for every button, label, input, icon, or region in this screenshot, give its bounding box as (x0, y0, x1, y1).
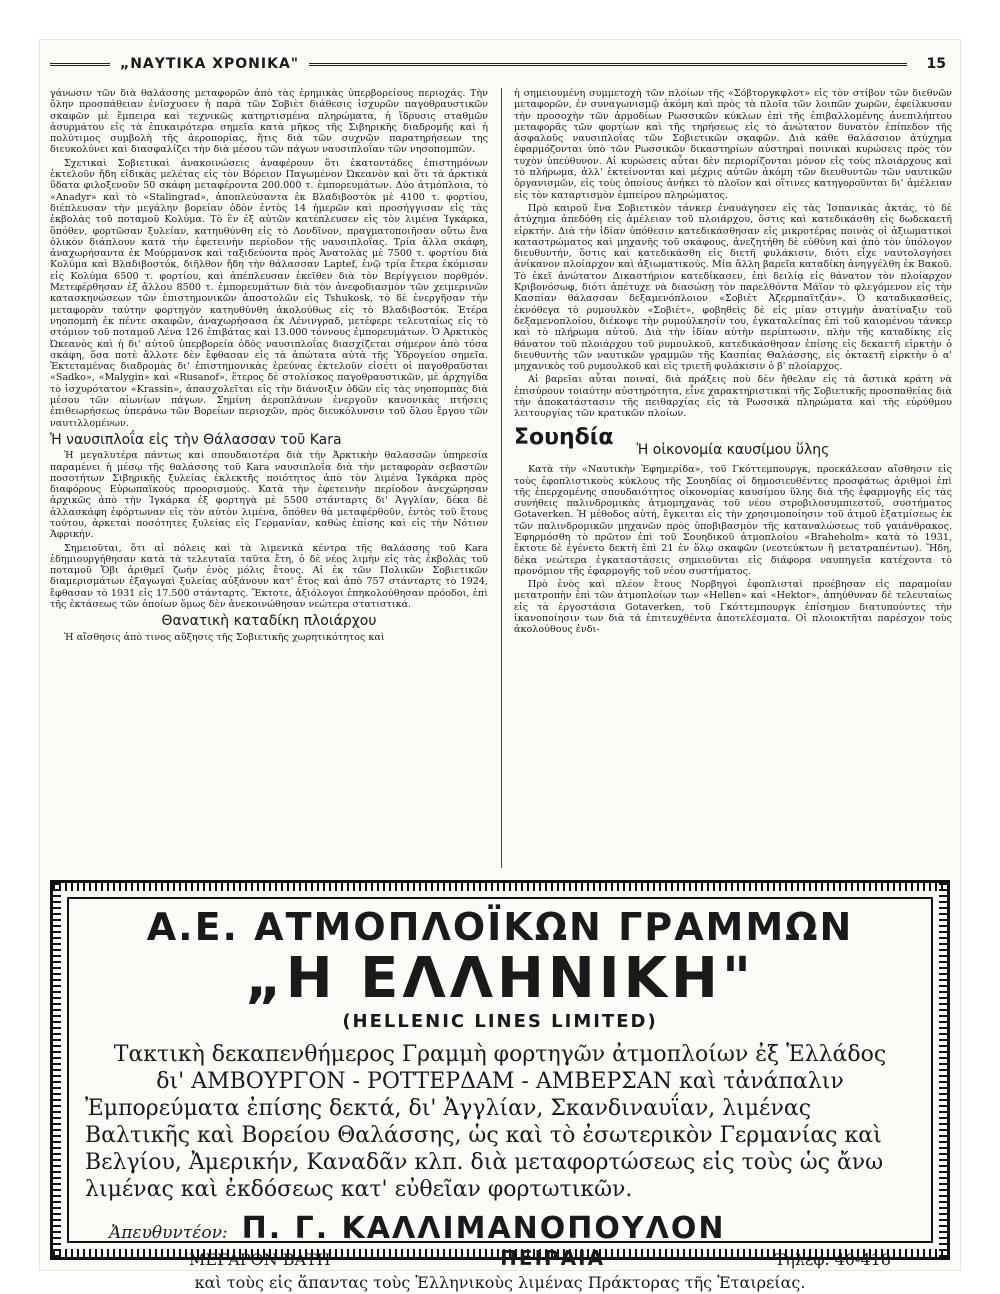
publication-title: „ΝΑΥΤΙΚΑ ΧΡΟΝΙΚΑ" (120, 56, 300, 72)
ad-english-name: (HELLENIC LINES LIMITED) (342, 1011, 658, 1032)
kara-heading: Ἡ ναυσιπλοΐα εἰς τὴν Θάλασσαν τοῦ Kara (50, 431, 342, 448)
hellenic-lines-advertisement (50, 880, 950, 1292)
ad-contact-row (69, 1211, 931, 1246)
ad-city: ΠΕΙΡΑΙΑ (500, 1246, 606, 1270)
advertisement-inner-frame (67, 897, 933, 1292)
ad-phone: Τηλεφ. 40-418 (774, 1250, 891, 1269)
header-rule-left (50, 63, 110, 66)
ad-agent-name: Π. Γ. ΚΑΛΛΙΜΑΝΟΠΟΥΛΟΝ (241, 1211, 726, 1246)
article-paragraph: Πρὸ ἑνὸς καὶ πλέον ἔτους Νορβηγοὶ ἐφοπλισταὶ προέβησαν εἰς παραμοίαν μετατροπὴν ἐπὶ τῶν ἀτμοπλοίων των «Hellen» καὶ «Hektor», ἀπηύθυναν δὲ τελευταίως εἰς τὰ ἐργοστάσια Gotaverken, τοῦ Γκόττεμπουργκ ἐπίσημον διατυπούντες τὴν ἱκανοποίησιν των διὰ τὰ ἐπιτευχθέντα ἀποτελέσματα. Οἱ πλοιοκτῆται παρέσχον τοὺς ἀκολούθους ἐνδι- (514, 579, 952, 636)
article-paragraph: Σημειοῦται, ὅτι αἱ πόλεις καὶ τὰ λιμενικὰ κέντρα τῆς θαλάσσης τοῦ Kara ἐδημιουργήθησαν κατὰ τὰ τελευταῖα ταῦτα ἔτη, ὁ δὲ νέος λιμὴν εἰς τὰς ἐκβολὰς τοῦ ποταμοῦ Ὄβι ἀριθμεῖ ζωὴν ἐνὸς μόλις ἔτους. Αἱ ἐκ τῶν Πολικῶν Σοβιετικῶν διαμερισμάτων ἐξαγωγαὶ ξυλείας αὐξάνουν κατ' ἔτος καὶ ἀπὸ 757 στάνταρτς τὸ 1924, ἔφθασαν τὸ 1931 εἰς 17.500 στάνταρτς. Ἔκτοτε, ἀξιόλογοι ἐπηκολούθησαν πρόοδοι, ἐπὶ τῆς ἐκτάσεως τῶν ὁποίων ὅμως δὲν ἀνεκοινώθησαν νεώτερα στατιστικά. (50, 542, 488, 611)
death-sentence-heading: Θανατικὴ καταδίκη πλοιάρχου (161, 613, 377, 630)
column-divider (501, 88, 502, 868)
running-header (50, 50, 950, 78)
sweden-heading: Σουηδία (514, 424, 614, 450)
ad-company-name: Α.Ε. ΑΤΜΟΠΛΟΪΚΩΝ ΓΡΑΜΜΩΝ (146, 905, 854, 949)
ad-footer: καὶ τοὺς εἰς ἅπαντας τοὺς Ἑλληνικοὺς λιμένας Πράκτορας τῆς Ἑταιρείας. (194, 1273, 806, 1292)
ad-brand-name: „Η ΕΛΛΗΝΙΚΗ" (244, 946, 756, 1011)
ad-service-line: Τακτικὴ δεκαπενθήμερος Γραμμὴ φορτηγῶν ἀτμοπλοίων ἐξ Ἑλλάδος (113, 1042, 887, 1067)
article-paragraph: γάνωσιν τῶν διὰ θαλάσσης μεταφορῶν ἀπὸ τὰς ἐρημικὰς ὑπερβορείους περιοχάς. Τὴν ὅλην προσπάθειαν ἐνίσχυσεν ἡ παρὰ τῶν Σοβιὲτ διάθεσις ἰσχυρῶν παγοθραυστικῶν σκαφῶν μὲ ἔμπειρα καὶ τεχνικῶς κατηρτισμένα πληρώματα, ἡ ἵδρυσις σταθμῶν ἀσυρμάτου εἰς τὰ ἐπικαιρότερα σημεῖα κατὰ μῆκος τῆς Σιβηρικῆς διαδρομῆς καὶ ἡ πολύτιμος συμβολὴ τῆς ἀεροπορίας, ἥτις διὰ τῶν συχνῶν παρατηρήσεων της διευκολύνει καὶ διασφαλίζει τὴν διὰ μέσου τῶν πάγων ναυσιπλοΐαν τῶν νησοπομπῶν. (50, 88, 488, 156)
fuel-economy-subheading: Ἡ οἰκονομία καυσίμου ὕλης (636, 441, 830, 458)
ad-building: ΜΕΓΑΡΟΝ ΒΑΤΗ (189, 1250, 331, 1269)
article-paragraph: Πρὸ καιροῦ ἕνα Σοβιετικὸν τάνκερ ἐναυάγησεν εἰς τὰς Ἰσπανικὰς ἀκτάς, τὸ δὲ ἀτύχημα ἀπεδόθη εἰς ἀμέλειαν τοῦ πλοιάρχου, ὅστις καὶ κατεδικάσθη εἰς δωδεκαετῆ εἱρκτήν. Διὰ τὴν ἰδίαν ὑπόθεσιν κατεδικάσθησαν εἰς μικροτέρας ποινὰς οἱ ἀξιωματικοὶ καταστρώματος καὶ μηχανῆς τοῦ σκάφους, ἀνεζητήθη δὲ εὐθύνη καὶ ἀπὸ τὸν ὑπόλογον διευθυντήν, ὅστις καὶ κατεδικάσθη εἰς διετῆ φυλάκισιν, διότι εἶχε ναυτολογήσει ἀνίκανον πλοίαρχον καὶ ἀξιωματικούς. Μία ἄλλη βαρεῖα καταδίκη ἀνηγγέλθη ἐκ Βακοῦ. Τὸ ἐκεῖ ἀνώτατον Δικαστήριον κατεδίκασεν, ἐπὶ δειλίᾳ εἰς θάνατον τὸν πλοίαρχον Κριβονόσωφ, διότι ἀπέτυχε νὰ διασώσῃ τὸν παρελθόντα Μάϊον τὸ φλεγόμενον εἰς τὴν Κασπίαν θάλασσαν δεξαμενόπλοιον «Σοβιὲτ Ἀζερμπαϊτζάν». Ὁ καταδικασθείς, ἐκνόθεγα τὸ ρυμουλκὸν «Σοβιέτ», φοβηθεὶς δὲ εἰς μίαν στιγμὴν ἀνατίναξιν τοῦ δεξαμενοπλοίου, διέκοψε τὴν ρυμούλκησίν του, ἐγκαταλείπας ἐπὶ τοῦ καιομένου τάνκερ καὶ τὸ πλήρωμα αὐτοῦ. Διὰ τὴν ἰδίαν αὐτὴν περίπτωσιν, πλὴν τῆς καταδίκης εἰς θάνατον τοῦ πλοιάρχου τοῦ ρυμουλκοῦ, κατεδικάσθησαν ἐπίσης εἰς δεκαετῆ εἱρκτὴν ὁ διευθυντὴς τῶν ναυτικῶν γραμμῶν τῆς Κασπίας Θαλάσσης, εἰς ὀκταετῆ εἱρκτὴν ὁ α' μηχανικὸς τοῦ ρυμουλκοῦ καὶ εἰς τριετῆ φυλάκισιν ὁ β' πλοίαρχος. (514, 202, 952, 373)
left-column (50, 88, 488, 645)
article-paragraph: Ἡ μεγαλυτέρα πάντως καὶ σπουδαιοτέρα διὰ τὴν Ἀρκτικὴν θαλασσῶν ὑπηρεσία παραμένει ἡ μέσῳ τῆς θαλάσσης τοῦ Kara ναυσιπλοΐα διὰ τὴν μεταφορὰν σεβαστῶν ποσοτήτων Σιβηρικῆς ξυλείας ἐκλεκτῆς ποιότητος ἀπὸ τὸν λιμένα Ἰγκάρκα πρὸς διαφόρους Εὐρωπαϊκοὺς προορισμούς. Κατὰ τὴν ἐφετεινὴν περίοδον ἀνεχώρησαν ἀρχικῶς ἀπὸ τὴν Ἰγκάρκα ἐξ φορτηγὰ μὲ 5500 στάνταρτς δι' Ἀγγλίαν, δέκα δὲ ἀλλασκάφη ἐφόρτωναν εἰς τὸν αὐτὸν λιμένα, ὅπόθεν θὰ μεταφέρθοῦν, ἐντὸς τοῦ ἔτους τούτου, ἀρκεταὶ ποσότητες ξυλείας εἰς Γερμανίαν, καθὼς ἐπίσης καὶ εἰς τὴν Νότιον Ἀφρικήν. (50, 450, 488, 541)
article-paragraph: Αἱ βαρεῖαι αὗται ποιναί, διὰ πράξεις ποὺ δὲν ἤθελαν εἰς τὰ ἄστικὰ κράτη νὰ ἐπισύρουν τοιαύτην αὐστηρότητα, εἶνε χαρακτηριστικαὶ τῆς Σοβιετικῆς προσπαθείας διὰ τὴν ἀποκατάστασιν τῆς πειθαρχίας εἰς τὰ Ρωσσικὰ πληρώματα καὶ τῆς εὐρύθμου λειτουργίας τῶν κρατικῶν πλοίων. (514, 374, 952, 420)
header-rule-right (309, 63, 906, 66)
newspaper-page (40, 40, 960, 1292)
ad-contact-label: Ἀπευθυντέον: (109, 1223, 228, 1243)
article-paragraph: Κατὰ τὴν «Ναυτικὴν Ἐφημερίδα», τοῦ Γκόττεμπουργκ, προεκάλεσαν αἴσθησιν εἰς τοὺς ἐφοπλιστικοὺς κύκλους τῆς Σουηδίας οἱ δημοσιευθέντες προσφάτως ἀριθμοὶ ἐπὶ τῆς ἐπερχομένης σπουδαιότητος οἰκονομίας καυσίμου ὕλης διὰ τῆς ἐφαρμογῆς εἰς τὰς συνήθεις παλινδρομικὰς ἀτμομηχανὰς τοῦ νέου στροβιλοσυμπιεστοῦ, συστήματος Gotaverken. Ἡ μέθοδος αὐτή, ἔγκειται εἰς τὴν χρησιμοποίησιν τοῦ ἀτμοῦ ἐξατμίσεως ἐκ τῶν παλινδρομικῶν μηχανῶν πρὸς ὑποβιβασμὸν τῆς καταναλώσεως τοῦ γαιάνθρακος. Ἐφηρμόσθη τὸ πρῶτον ἐπὶ τοῦ Σουηδικοῦ ἀτμοπλοίου «Braheholm» κατὰ τὸ 1931, ἔκτοτε δὲ ἐγένετο δεκτὴ ἐπὶ 21 ἐν ὅλῳ σκαφῶν (νεοτεύκτων ἢ μετατραπέντων). Ἤδη, δέκα νεώτερα ἐγκαταστάσεις σημειοῦνται εἰς διάφορα ναυπηγεῖα κατέχοντα τὸ προνόμιον τῆς ἐφαρμογῆς τοῦ νέου συστήματος. (514, 464, 952, 577)
ad-address-row (69, 1246, 931, 1270)
article-paragraph: Ἡ αἴσθησις ἀπὸ τινος αὔξησις τῆς Σοβιετικῆς χωρητικότητος καὶ (64, 631, 385, 643)
ad-route-line: δι' ΑΜΒΟΥΡΓΟΝ - ΡΟΤΤΕΡΔΑΜ - ΑΜΒΕΡΣΑΝ καὶ τἀνάπαλιν (156, 1069, 844, 1094)
article-paragraph: ἡ σημειουμένη συμμετοχὴ τῶν πλοίων τῆς «Σόβτοργκφλοτ» εἰς τὸν στίβον τῶν διεθνῶν μεταφορῶν, ἐν συναγωνισμῷ ἀκόμη καὶ πρὸς τὰ πλοῖα τῶν λοιπῶν χωρῶν, ἐφείλκυσαν τὴν προσοχὴν τῶν ἁρμοδίων Ρωσσικῶν κύκλων ἐπὶ τῆς ἐπιβαλλομένης ἀνεπιλήπτου μεταφορᾶς τῶν φορτίων καὶ τῆς τηρήσεως εἰς τὸ ἀνώτατον δυνατὸν ἐπίπεδον τῆς ἀσφαλοῦς ναυσιπλοΐας τῶν Σοβιετικῶν σκαφῶν. Διὰ κάθε θαλάσσιον ἀτύχημα ἐφαρμόζονται ὑπὸ τῶν Ρωσσικῶν δικαστηρίων αὐστηραὶ ποινικαὶ κυρώσεις πρὸς τὸν τυχὸν ὑπεύθυνον. Αἱ κυρώσεις αὗται δὲν περιορίζονται μόνον εἰς τοὺς πλοιάρχους καὶ τὸ πλήρωμα, ἀλλ' ἐκτείνονται καὶ μέχρις αὐτῶν ἀκόμη τῶν διευθυντῶν τῶν ναυτικῶν ὀργανισμῶν, εἰς τοὺς ὁποίους ἀνήκει τὸ πλοῖον καὶ οἵτινες κατηγοροῦνται δι' ἀμέλειαν εἰς τὸν καταρτισμὸν ἐμπείρου πληρώματος. (514, 88, 952, 201)
article-paragraph: Σχετικαὶ Σοβιετικαὶ ἀνακοινώσεις ἀναφέρουν ὅτι ἑκατοντάδες ἐπιστημόνων ἐκτελοῦν ἤδη εἰδικὰς μελέτας εἰς τὸν Βόρειον Παγωμένον Ὠκεανὸν καὶ ὅτι τὰ ἀρκτικὰ ὕδατα φιλοξενοῦν 50 σκάφη μεταφέροντα 200.000 τ. ἐμπορευμάτων. Δύο ἀτμόπλοια, τὸ «Anadyr» καὶ τὸ «Stalingrad», ἀποπλεύσαντα ἐκ Βλαδιβοστὸκ μὲ 4100 τ. φορτίου, διέπλευσαν τὴν μεγάλην βορείαν ὁδὸν ἐντὸς 14 ἡμερῶν καὶ προσήγγισαν εἰς τὰς ἐκβολὰς τοῦ ποταμοῦ Κολύμα. Τὸ ἓν ἐξ αὐτῶν κατέπλευσεν εἰς τὸν λιμένα Ἰγκάρκα, ὅπόθεν, φορτῶσαν ξυλείαν, κατηυθύνθη εἰς τὸ Λονδῖνον, πραγματοποιῆσαν οὕτω ἕνα ὁλικὸν διάπλουν κατὰ τὴν ἐφετεινὴν περίοδον τῆς ναυσιπλοΐας. Τρία ἄλλα σκάφη, ἀναχωρήσαντα ἐκ Μούρμανσκ καὶ ταξιδεύοντα πρὸς Ἀνατολὰς μὲ 7500 τ. φορτίου διὰ Κολύμα καὶ Βλαδιβοστόκ, διῆλθον ἤδη τὴν θάλασσαν Laptef, ἐνῷ τρία ἕτερα ἐκόμισαν εἰς Κολύμα 6500 τ. φορτίου, καὶ ἀπέπλευσαν ἐκεῖθεν διὰ τὸν Βερίγγειον πορθμόν. Μετεφέρθησαν ἐξ ἄλλου 8500 τ. ἐμπορευμάτων διὰ τὸν ἀνεφοδιασμὸν τῶν χειμερινῶν κατασκηνώσεων τῶν ἐπιστημονικῶν ἀποστολῶν εἰς Tshukosk, τὸ δὲ ἐνεργῆσαν τὴν μεταφορὰν ταύτην φορτηγὸν κατηυθύνθη ἀκολούθως εἰς τὸ Βλαδιβοστόκ. Ἑτέρα νηοπομπὴ ἐκ πέντε σκαφῶν, ἀναχωρήσασα ἐκ Λένινγραδ, μετέφερε τελευταίως εἰς τὸ στόμιον τοῦ ποταμοῦ Λένα 126 ἐπιβάτας καὶ 13.000 τόννους ἐμπορευμάτων. Ὁ Ἀρκτικὸς Ὠκεανὸς καὶ ἡ δι' αὐτοῦ ὑπερβορεία ὁδὸς ναυσιπλοΐας διασχίζεται σήμερον ἀπὸ τόσα σκάφη, ὅσα ποτὲ ἄλλοτε δὲν ἔφθασαν εἰς τὰ ἀπώτατα αὐτὰ τῆς Ὑδρογείου σημεῖα. Ἐκτεταμένας διαδρομὰς δι' ἐπιστημονικὰς ἐρεύνας ἐκτελοῦν εἰσέτι οἱ παγοθραῦσται «Sadko», «Malygin» καὶ «Rusanof», ἕτερος δὲ στολίσκος παγοθραυστικῶν, μὲ ἀρχηγίδα τὸ ἰσχυρότατον «Krassin», ἀπασχολεῖται εἰς τὴν διάνοιξιν ὁδῶν εἰς τὰς νηοπομπὰς διὰ μέσου τῶν αἰωνίων πάγων. Σημίνη ἀεροπλάνων ἐνεργοῦν κανονικὰς πτήσεις ἐπιθεωρήσεως ὑπεράνω τῶν Βορείων περιοχῶν, πρὸς διευκόλυνσιν τοῦ ὅλου ἔργου τῶν ναυτιλλομένων. (50, 157, 488, 429)
ad-cargo-line: Ἐμπορεύματα ἐπίσης δεκτά, δι' Ἀγγλίαν, Σκανδιναυΐαν, λιμένας Βαλτικῆς καὶ Βορείου Θαλάσσης, ὡς καὶ τὸ ἐσωτερικὸν Γερμανίας καὶ Βελγίου, Ἀμερικήν, Καναδᾶν κλπ. διὰ μεταφορτώσεως εἰς τοὺς ὡς ἄνω λιμένας καὶ ἐκδόσεως κατ' εὐθεῖαν φορτωτικῶν. (85, 1096, 884, 1202)
right-column (514, 88, 952, 638)
page-number: 15 (926, 56, 946, 72)
